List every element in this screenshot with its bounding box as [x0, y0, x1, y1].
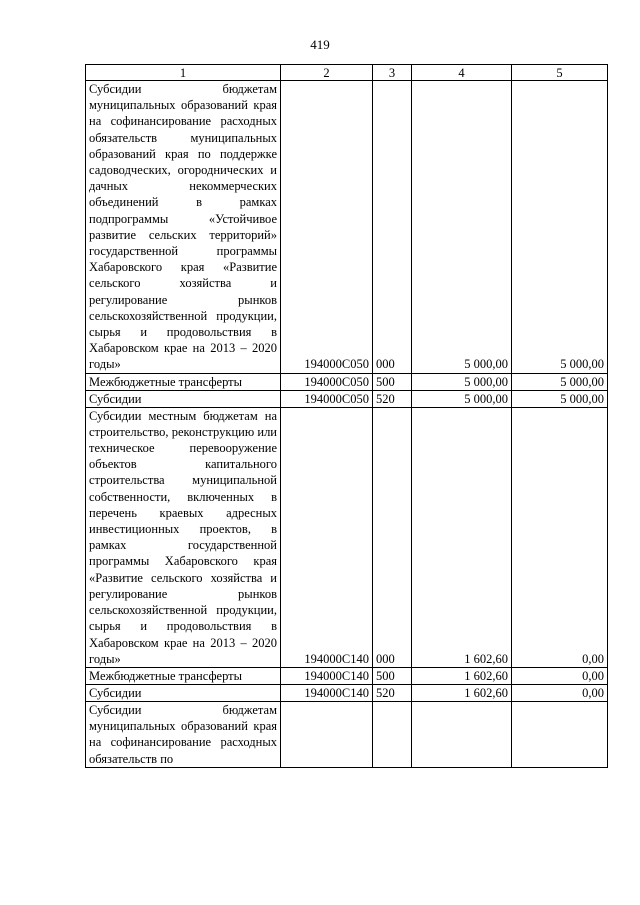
row-name: Межбюджетные трансферты — [86, 667, 281, 684]
target-code: 194000С140 — [281, 684, 373, 701]
target-code — [281, 701, 373, 767]
sum-year-1: 1 602,60 — [412, 667, 512, 684]
expense-type: 520 — [373, 390, 412, 407]
page-number: 419 — [310, 37, 330, 52]
table-row — [86, 684, 608, 701]
row-name: Субсидии местным бюджетам на строительство, реконструкцию или техническое перевооружение объектов капитального строительства муниципальной собственности, включенных в перечень краевых адресных инвестиционных проектов, в рамках государственной программы Хабаровского края «Развитие сельского хозяйства и регулирование рынков сельскохозяйственной продукции, сырья и продовольствия в Хабаровском крае на 2013 – 2020 годы» — [86, 407, 281, 667]
row-name: Межбюджетные трансферты — [86, 373, 281, 390]
row-name: Субсидии бюджетам муниципальных образований края на софинансирование расходных обязательств муниципальных образований края по поддержке садоводческих, огороднических и дачных некоммерческих объединений в рамках подпрограммы «Устойчивое развитие сельских территорий» государственной программы Хабаровского края «Развитие сельского хозяйства и регулирование рынков сельскохозяйственной продукции, сырья и продовольствия в Хабаровском крае на 2013 – 2020 годы» — [86, 81, 281, 374]
column-header: 3 — [373, 65, 412, 81]
column-header: 5 — [512, 65, 608, 81]
sum-year-2 — [512, 701, 608, 767]
target-code: 194000С050 — [281, 373, 373, 390]
sum-year-1: 5 000,00 — [412, 81, 512, 374]
row-name: Субсидии — [86, 390, 281, 407]
table-row — [86, 81, 608, 374]
sum-year-2: 5 000,00 — [512, 81, 608, 374]
target-code: 194000С050 — [281, 81, 373, 374]
column-header: 2 — [281, 65, 373, 81]
expense-type: 500 — [373, 373, 412, 390]
budget-table — [85, 64, 608, 768]
sum-year-1: 5 000,00 — [412, 390, 512, 407]
table-header-row — [86, 65, 608, 81]
expense-type: 520 — [373, 684, 412, 701]
table-row — [86, 390, 608, 407]
target-code: 194000С050 — [281, 390, 373, 407]
sum-year-1: 5 000,00 — [412, 373, 512, 390]
row-name: Субсидии бюджетам муниципальных образований края на софинансирование расходных обязательств по — [86, 701, 281, 767]
expense-type: 500 — [373, 667, 412, 684]
sum-year-1 — [412, 701, 512, 767]
sum-year-2: 5 000,00 — [512, 373, 608, 390]
sum-year-2: 0,00 — [512, 684, 608, 701]
table-row — [86, 701, 608, 767]
expense-type: 000 — [373, 81, 412, 374]
column-header: 1 — [86, 65, 281, 81]
target-code: 194000С140 — [281, 667, 373, 684]
sum-year-1: 1 602,60 — [412, 684, 512, 701]
sum-year-2: 0,00 — [512, 667, 608, 684]
sum-year-2: 0,00 — [512, 407, 608, 667]
table-row — [86, 373, 608, 390]
row-name: Субсидии — [86, 684, 281, 701]
expense-type: 000 — [373, 407, 412, 667]
column-header: 4 — [412, 65, 512, 81]
table-row — [86, 667, 608, 684]
sum-year-1: 1 602,60 — [412, 407, 512, 667]
target-code: 194000С140 — [281, 407, 373, 667]
sum-year-2: 5 000,00 — [512, 390, 608, 407]
table-row — [86, 407, 608, 667]
expense-type — [373, 701, 412, 767]
